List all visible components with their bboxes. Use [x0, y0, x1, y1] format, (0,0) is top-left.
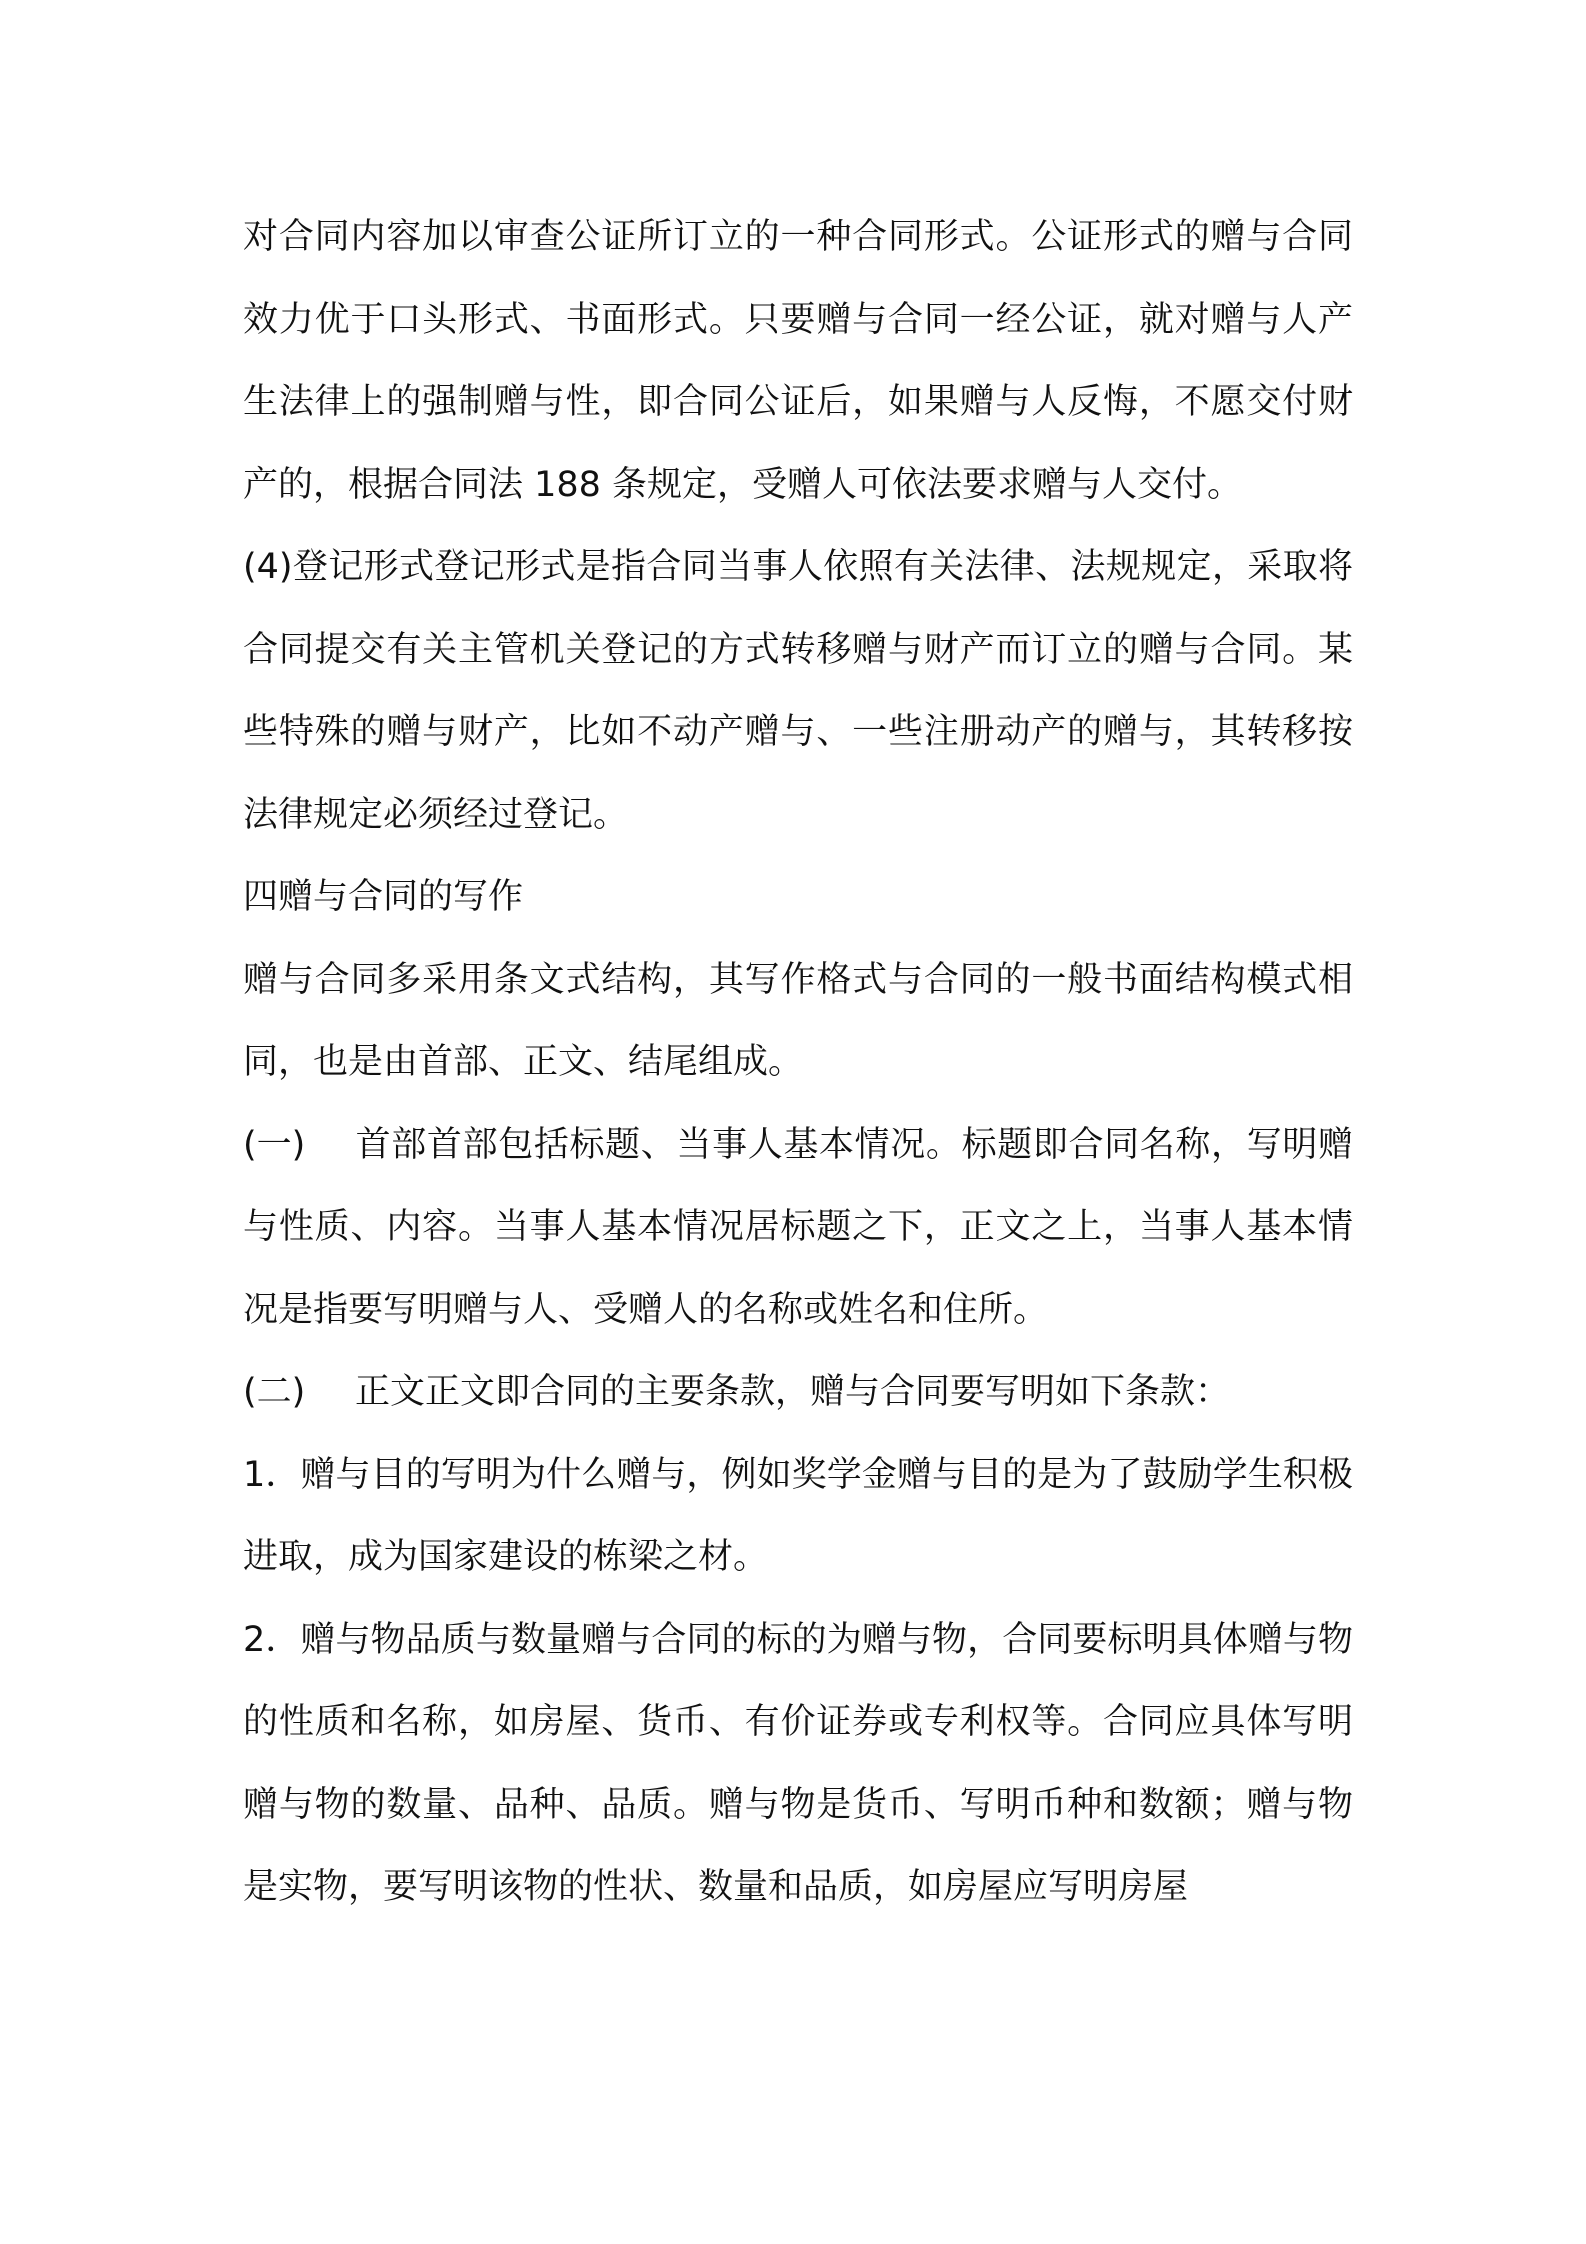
document-body	[243, 196, 1353, 1929]
part-marker: (二)	[243, 1372, 306, 1412]
paragraph-part-body	[243, 1351, 1353, 1434]
paragraph-notarization: 对合同内容加以审查公证所订立的一种合同形式。公证形式的赠与合同效力优于口头形式、书面形式。只要赠与合同一经公证，就对赠与人产生法律上的强制赠与性，即合同公证后，如果赠与人反悔，不愿交付财产的，根据合同法 188 条规定，受赠人可依法要求赠与人交付。	[243, 217, 1353, 505]
part-text: 首部首部包括标题、当事人基本情况。标题即合同名称，写明赠与性质、内容。当事人基本情况居标题之下，正文之上，当事人基本情况是指要写明赠与人、受赠人的名称或姓名和住所。	[243, 1124, 1353, 1330]
paragraph-part-header	[243, 1104, 1353, 1352]
list-item-quality-quantity: 2．赠与物品质与数量赠与合同的标的为赠与物，合同要标明具体赠与物的性质和名称，如房屋、货币、有价证券或专利权等。合同应具体写明赠与物的数量、品种、品质。赠与物是货币、写明币种和数额；赠与物是实物，要写明该物的性状、数量和品质，如房屋应写明房屋	[243, 1619, 1353, 1907]
part-text: 正文正文即合同的主要条款，赠与合同要写明如下条款：	[355, 1372, 1231, 1412]
part-marker: (一)	[243, 1124, 306, 1165]
paragraph-intro: 赠与合同多采用条文式结构，其写作格式与合同的一般书面结构模式相同，也是由首部、正文、结尾组成。	[243, 959, 1353, 1082]
list-item-purpose: 1．赠与目的写明为什么赠与，例如奖学金赠与目的是为了鼓励学生积极进取，成为国家建设的栋梁之材。	[243, 1454, 1353, 1577]
section-heading: 四赠与合同的写作	[243, 877, 524, 917]
paragraph-registration: (4)登记形式登记形式是指合同当事人依照有关法律、法规规定，采取将合同提交有关主管机关登记的方式转移赠与财产而订立的赠与合同。某些特殊的赠与财产，比如不动产赠与、一些注册动产的赠与，其转移按法律规定必须经过登记。	[243, 547, 1353, 835]
